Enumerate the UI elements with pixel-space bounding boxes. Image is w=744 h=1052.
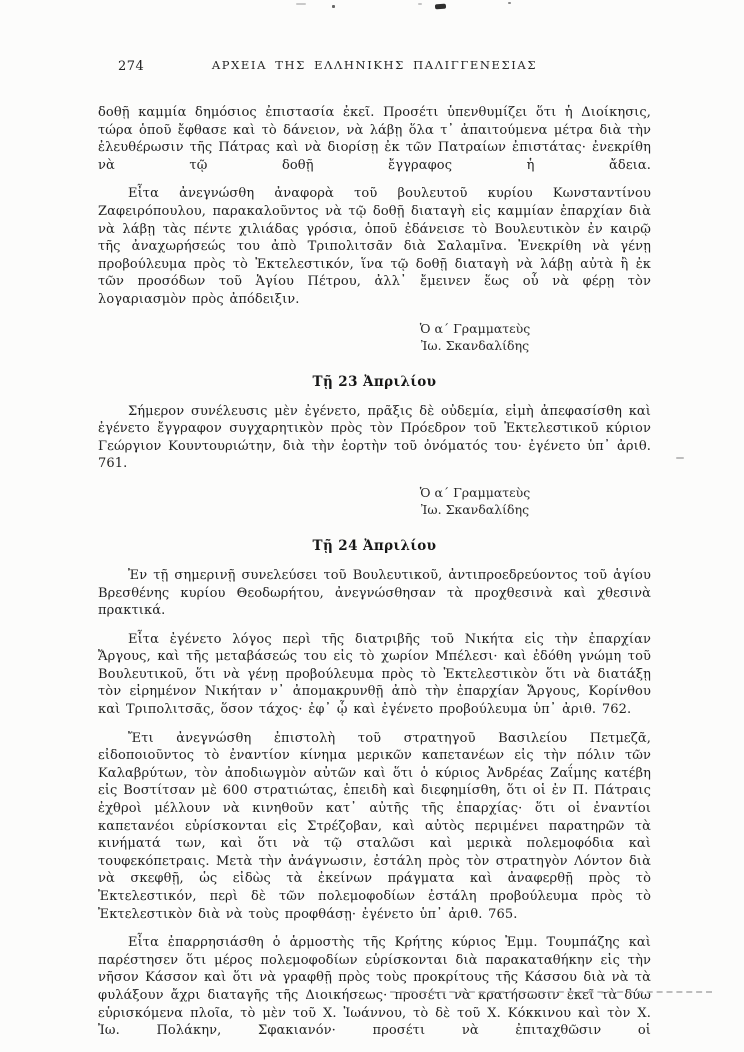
paragraph: Ἐν τῇ σημερινῇ συνελεύσει τοῦ Βουλευτικοῦ, ἀντιπροεδρεύοντος τοῦ ἁγίου Βρεσθένης κυρίου Θεοδωρήτου, ἀνεγνώσθησαν τὰ προχθεσινὰ καὶ χθεσινὰ πρακτικά. (98, 567, 651, 619)
scan-artifact (296, 3, 306, 5)
entry-heading-april-23: Τῇ 23 Ἀπριλίου (312, 373, 437, 390)
signature-name: Ἰω. Σκανδαλίδης (420, 338, 530, 354)
signature-role: Ὁ α´ Γραμματεὺς (419, 484, 531, 500)
paragraph: Εἶτα ἀνεγνώσθη ἀναφορὰ τοῦ βουλευτοῦ κυρίου Κωνσταντίνου Ζαφειρόπουλου, παρακαλοῦντος νὰ τῷ δοθῇ διαταγὴ εἰς καμμίαν ἐπαρχίαν διὰ νὰ λάβῃ τὰς πέντε χιλιάδας γρόσια, ὁποῦ ἐδάνεισε τὸ Βουλευτικὸν ἐν καιρῷ τῆς ἀναχωρήσεώς του ἀπὸ Τριπολιτσᾶν διὰ Σαλαμῖνα. Ἐνεκρίθη νὰ γένῃ προβούλευμα πρὸς τὸ Ἐκτελεστικόν, ἵνα τῷ δοθῇ διαταγὴ νὰ λάβῃ αὐτὰ ἢ ἐκ τῶν προσόδων τοῦ Ἁγίου Πέτρου, ἀλλ᾽ ἔμεινεν ἕως οὗ νὰ φέρῃ τὸν λογαριασμὸν πρὸς ἀπόδειξιν. (98, 186, 651, 307)
running-title: ΑΡΧΕΙΑ ΤΗΣ ΕΛΛΗΝΙΚΗΣ ΠΑΛΙΓΓΕΝΕΣΙΑΣ (211, 58, 538, 72)
entry-heading-april-24: Τῇ 24 Ἀπριλίου (312, 537, 437, 554)
page-header (98, 58, 651, 76)
scan-artifact-dashed-line (390, 991, 712, 993)
scan-artifact (508, 2, 511, 4)
paragraph: Εἶτα ἐπαρρησιάσθη ὁ ἁρμοστὴς τῆς Κρήτης κύριος Ἐμμ. Τουμπάζης καὶ παρέστησεν ὅτι μέρος πολεμοφοδίων εὑρίσκονται διὰ παρακαταθήκην εἰς τὴν νῆσον Κάσσον καὶ ὅτι νὰ γραφθῇ πρὸς τοὺς προκρίτους τῆς Κάσσου διὰ νὰ τὰ φυλάξουν ἄχρι διαταγῆς τῆς Διοικήσεως· προσέτι νὰ κρατήσωσιν ἐκεῖ τὰ δύω εὑρισκόμενα πλοῖα, τὸ μὲν τοῦ Χ. Ἰωάννου, τὸ δὲ τοῦ Χ. Κόκκινου καὶ τὸν Χ. Ἰω. Πολάκην, Σφακιανόν· προσέτι νὰ ἐπιταχθῶσιν οἱ (98, 935, 651, 1039)
signature-name: Ἰω. Σκανδαλίδης (420, 502, 530, 518)
scan-artifact (418, 3, 422, 5)
text-block (98, 58, 651, 1051)
signature-block (395, 484, 555, 519)
signature-block (395, 320, 555, 355)
scan-artifact (332, 5, 335, 8)
page-number: 274 (118, 59, 145, 74)
scan-artifact (435, 4, 446, 10)
paragraph: δοθῇ καμμία δημόσιος ἐπιστασία ἐκεῖ. Προσέτι ὑπενθυμίζει ὅτι ἡ Διοίκησις, τώρα ὁποῦ ἔφθασε καὶ τὸ δάνειον, νὰ λάβῃ ὅλα τ᾽ ἀπαιτούμενα μέτρα διὰ τὴν ἐλευθέρωσιν τῆς Πάτρας καὶ νὰ διορίσῃ ἐκ τῶν Πατραίων ἐπιστάτας· ἐνεκρίθη νὰ τῷ δοθῇ ἔγγραφος ἡ ἄδεια. (98, 105, 651, 173)
paragraph: Σήμερον συνέλευσις μὲν ἐγένετο, πρᾶξις δὲ οὐδεμία, εἰμὴ ἀπεφασίσθη καὶ ἐγένετο ἔγγραφον συγχαρητικὸν πρὸς τὸν Πρόεδρον τοῦ Ἐκτελεστικοῦ κύριον Γεώργιον Κουντουριώτην, διὰ τὴν ἑορτὴν τοῦ ὀνόματός του· ἐγένετο ὑπ᾽ ἀριθ. 761. (98, 403, 651, 472)
paragraph: Εἶτα ἐγένετο λόγος περὶ τῆς διατριβῆς τοῦ Νικήτα εἰς τὴν ἐπαρχίαν Ἄργους, καὶ τῆς μεταβάσεώς του εἰς τὸ χωρίον Μπέλεσι· καὶ ἐδόθη γνώμη τοῦ Βουλευτικοῦ, ὅτι νὰ γένῃ προβούλευμα πρὸς τὸ Ἐκτελεστικὸν ὅτι νὰ διατάξῃ τὸν εἰρημένον Νικήταν ν᾽ ἀπομακρυνθῇ ἀπὸ τὴν ἐπαρχίαν Ἄργους, Κορίνθου καὶ Τριπολιτσᾶς, ὅσον τάχος· ἐφ᾽ ᾧ καὶ ἐγένετο προβούλευμα ὑπ᾽ ἀριθ. 762. (98, 631, 651, 718)
scan-artifact (676, 457, 684, 459)
signature-role: Ὁ α´ Γραμματεὺς (419, 320, 531, 336)
paragraph: Ἔτι ἀνεγνώσθη ἐπιστολὴ τοῦ στρατηγοῦ Βασιλείου Πετμεζᾶ, εἰδοποιοῦντος τὸ ἐναντίον κίνημα μερικῶν καπετανέων εἰς τὴν πόλιν τῶν Καλαβρύτων, τὸν ἀποδιωγμὸν αὐτῶν καὶ ὅτι ὁ κύριος Ἀνδρέας Ζαΐμης κατέβη εἰς Βοστίτσαν μὲ 600 στρατιώτας, ἐπειδὴ καὶ διεφημίσθη, ὅτι οἱ ἐν Π. Πάτραις ἐχθροὶ μέλλουν νὰ κινηθοῦν κατ᾽ αὐτῆς τῆς ἐπαρχίας· ὅτι οἱ ἐναντίοι καπετανέοι εὑρίσκονται εἰς Στρέζοβαν, καὶ αὐτὸς περιμένει παρατηρῶν τὰ κινήματά των, καὶ ὅτι νὰ τῷ σταλῶσι καὶ μερικὰ πολεμοφόδια καὶ τουφεκόπετραις. Μετὰ τὴν ἀνάγνωσιν, ἐστάλη πρὸς τὸν στρατηγὸν Λόντον διὰ νὰ σκεφθῇ, ὡς εἰδὼς τὰ ἐκείνων πράγματα καὶ ἀναφερθῇ πρὸς τὸ Ἐκτελεστικόν, περὶ δὲ τῶν πολεμοφοδίων ἐστάλη προβούλευμα πρὸς τὸ Ἐκτελεστικὸν διὰ νὰ τοὺς προφθάσῃ· ἐγένετο ὑπ᾽ ἀριθ. 765. (98, 730, 651, 922)
